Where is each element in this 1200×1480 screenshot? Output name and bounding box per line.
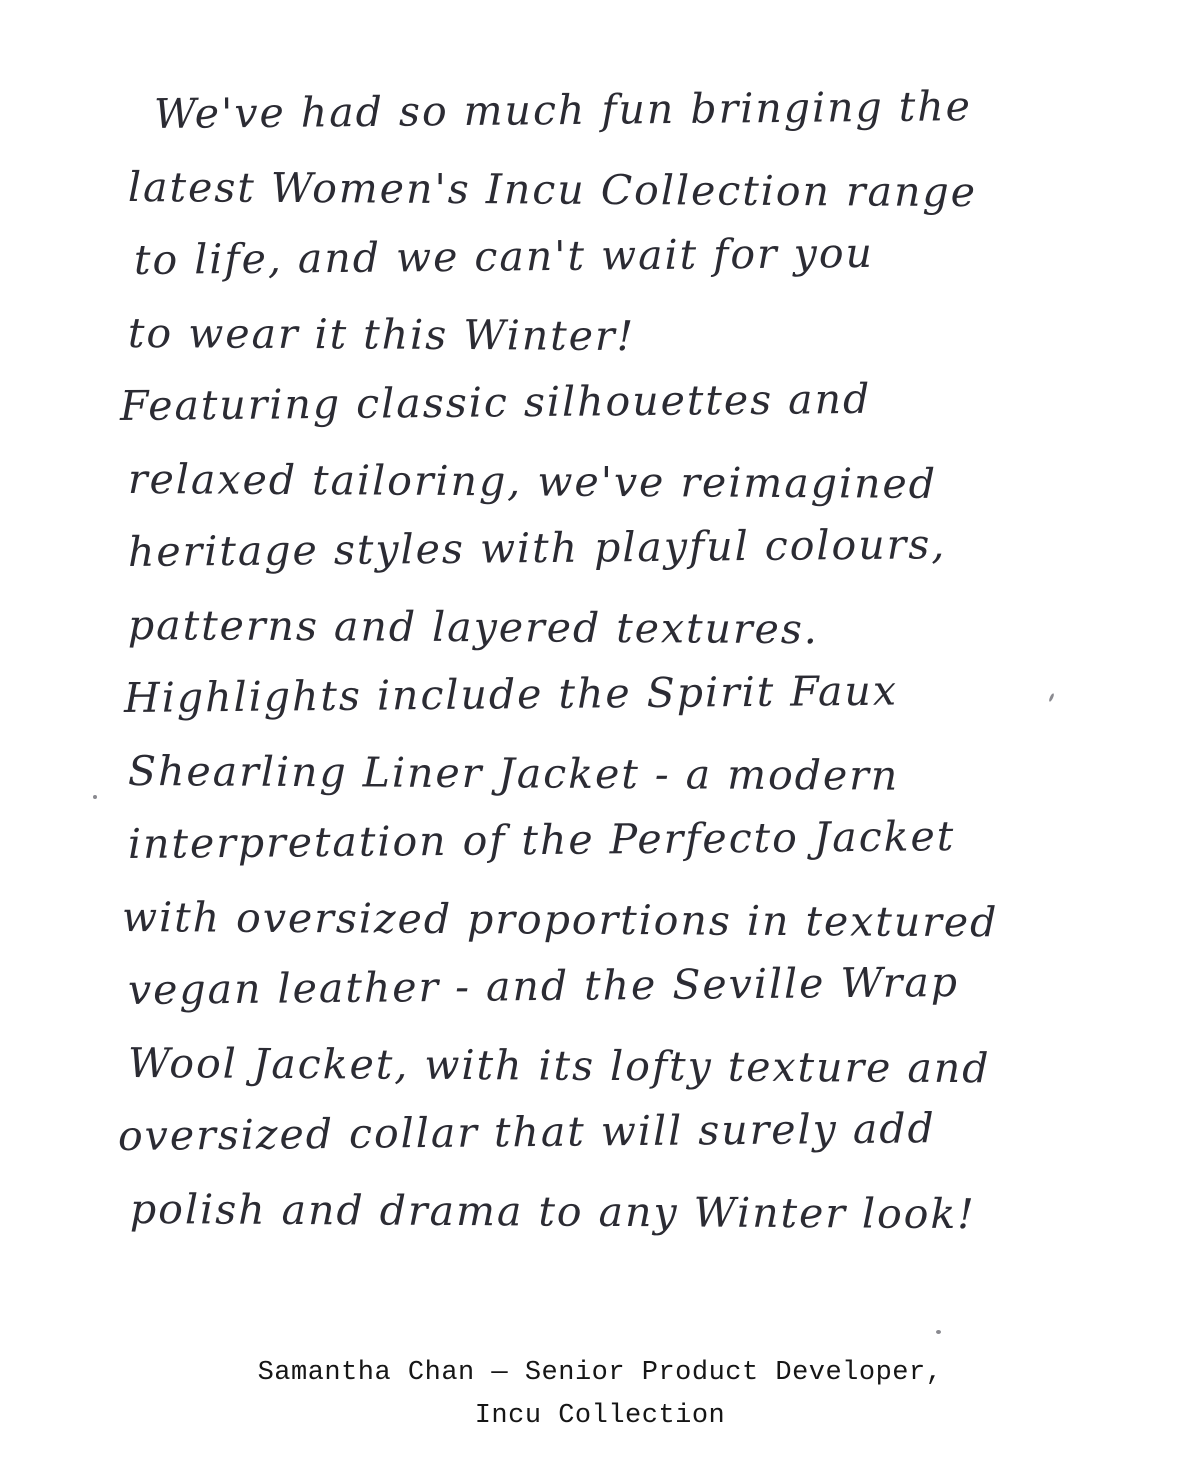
note-line: heritage styles with playful colours, xyxy=(127,520,947,576)
note-line: with oversized proportions in textured xyxy=(121,893,999,947)
attribution-name-title: Samantha Chan — Senior Product Developer, xyxy=(257,1358,943,1388)
note-line: Highlights include the Spirit Faux xyxy=(123,666,899,722)
note-line: vegan leather - and the Seville Wrap xyxy=(127,958,960,1014)
note-line: to life, and we can't wait for you xyxy=(133,228,875,284)
note-line: We've had so much fun bringing the xyxy=(153,82,973,138)
note-line: relaxed tailoring, we've reimagined xyxy=(127,455,938,508)
scan-speck xyxy=(936,1330,941,1334)
typed-attribution xyxy=(0,1352,1200,1438)
note-line: to wear it this Winter! xyxy=(127,309,636,361)
note-line: oversized collar that will surely add xyxy=(117,1104,937,1160)
attribution-company: Incu Collection xyxy=(474,1401,726,1431)
note-line: latest Women's Incu Collection range xyxy=(127,163,978,217)
note-line: patterns and layered textures. xyxy=(127,601,820,654)
scan-speck xyxy=(93,795,97,799)
handwritten-note xyxy=(117,78,1128,1246)
note-line: interpretation of the Perfecto Jacket xyxy=(127,812,956,868)
note-line: polish and drama to any Winter look! xyxy=(129,1185,976,1239)
note-line: Featuring classic silhouettes and xyxy=(119,374,872,430)
note-line: Shearling Liner Jacket - a modern xyxy=(127,747,900,800)
note-line: Wool Jacket, with its lofty texture and xyxy=(127,1039,991,1093)
